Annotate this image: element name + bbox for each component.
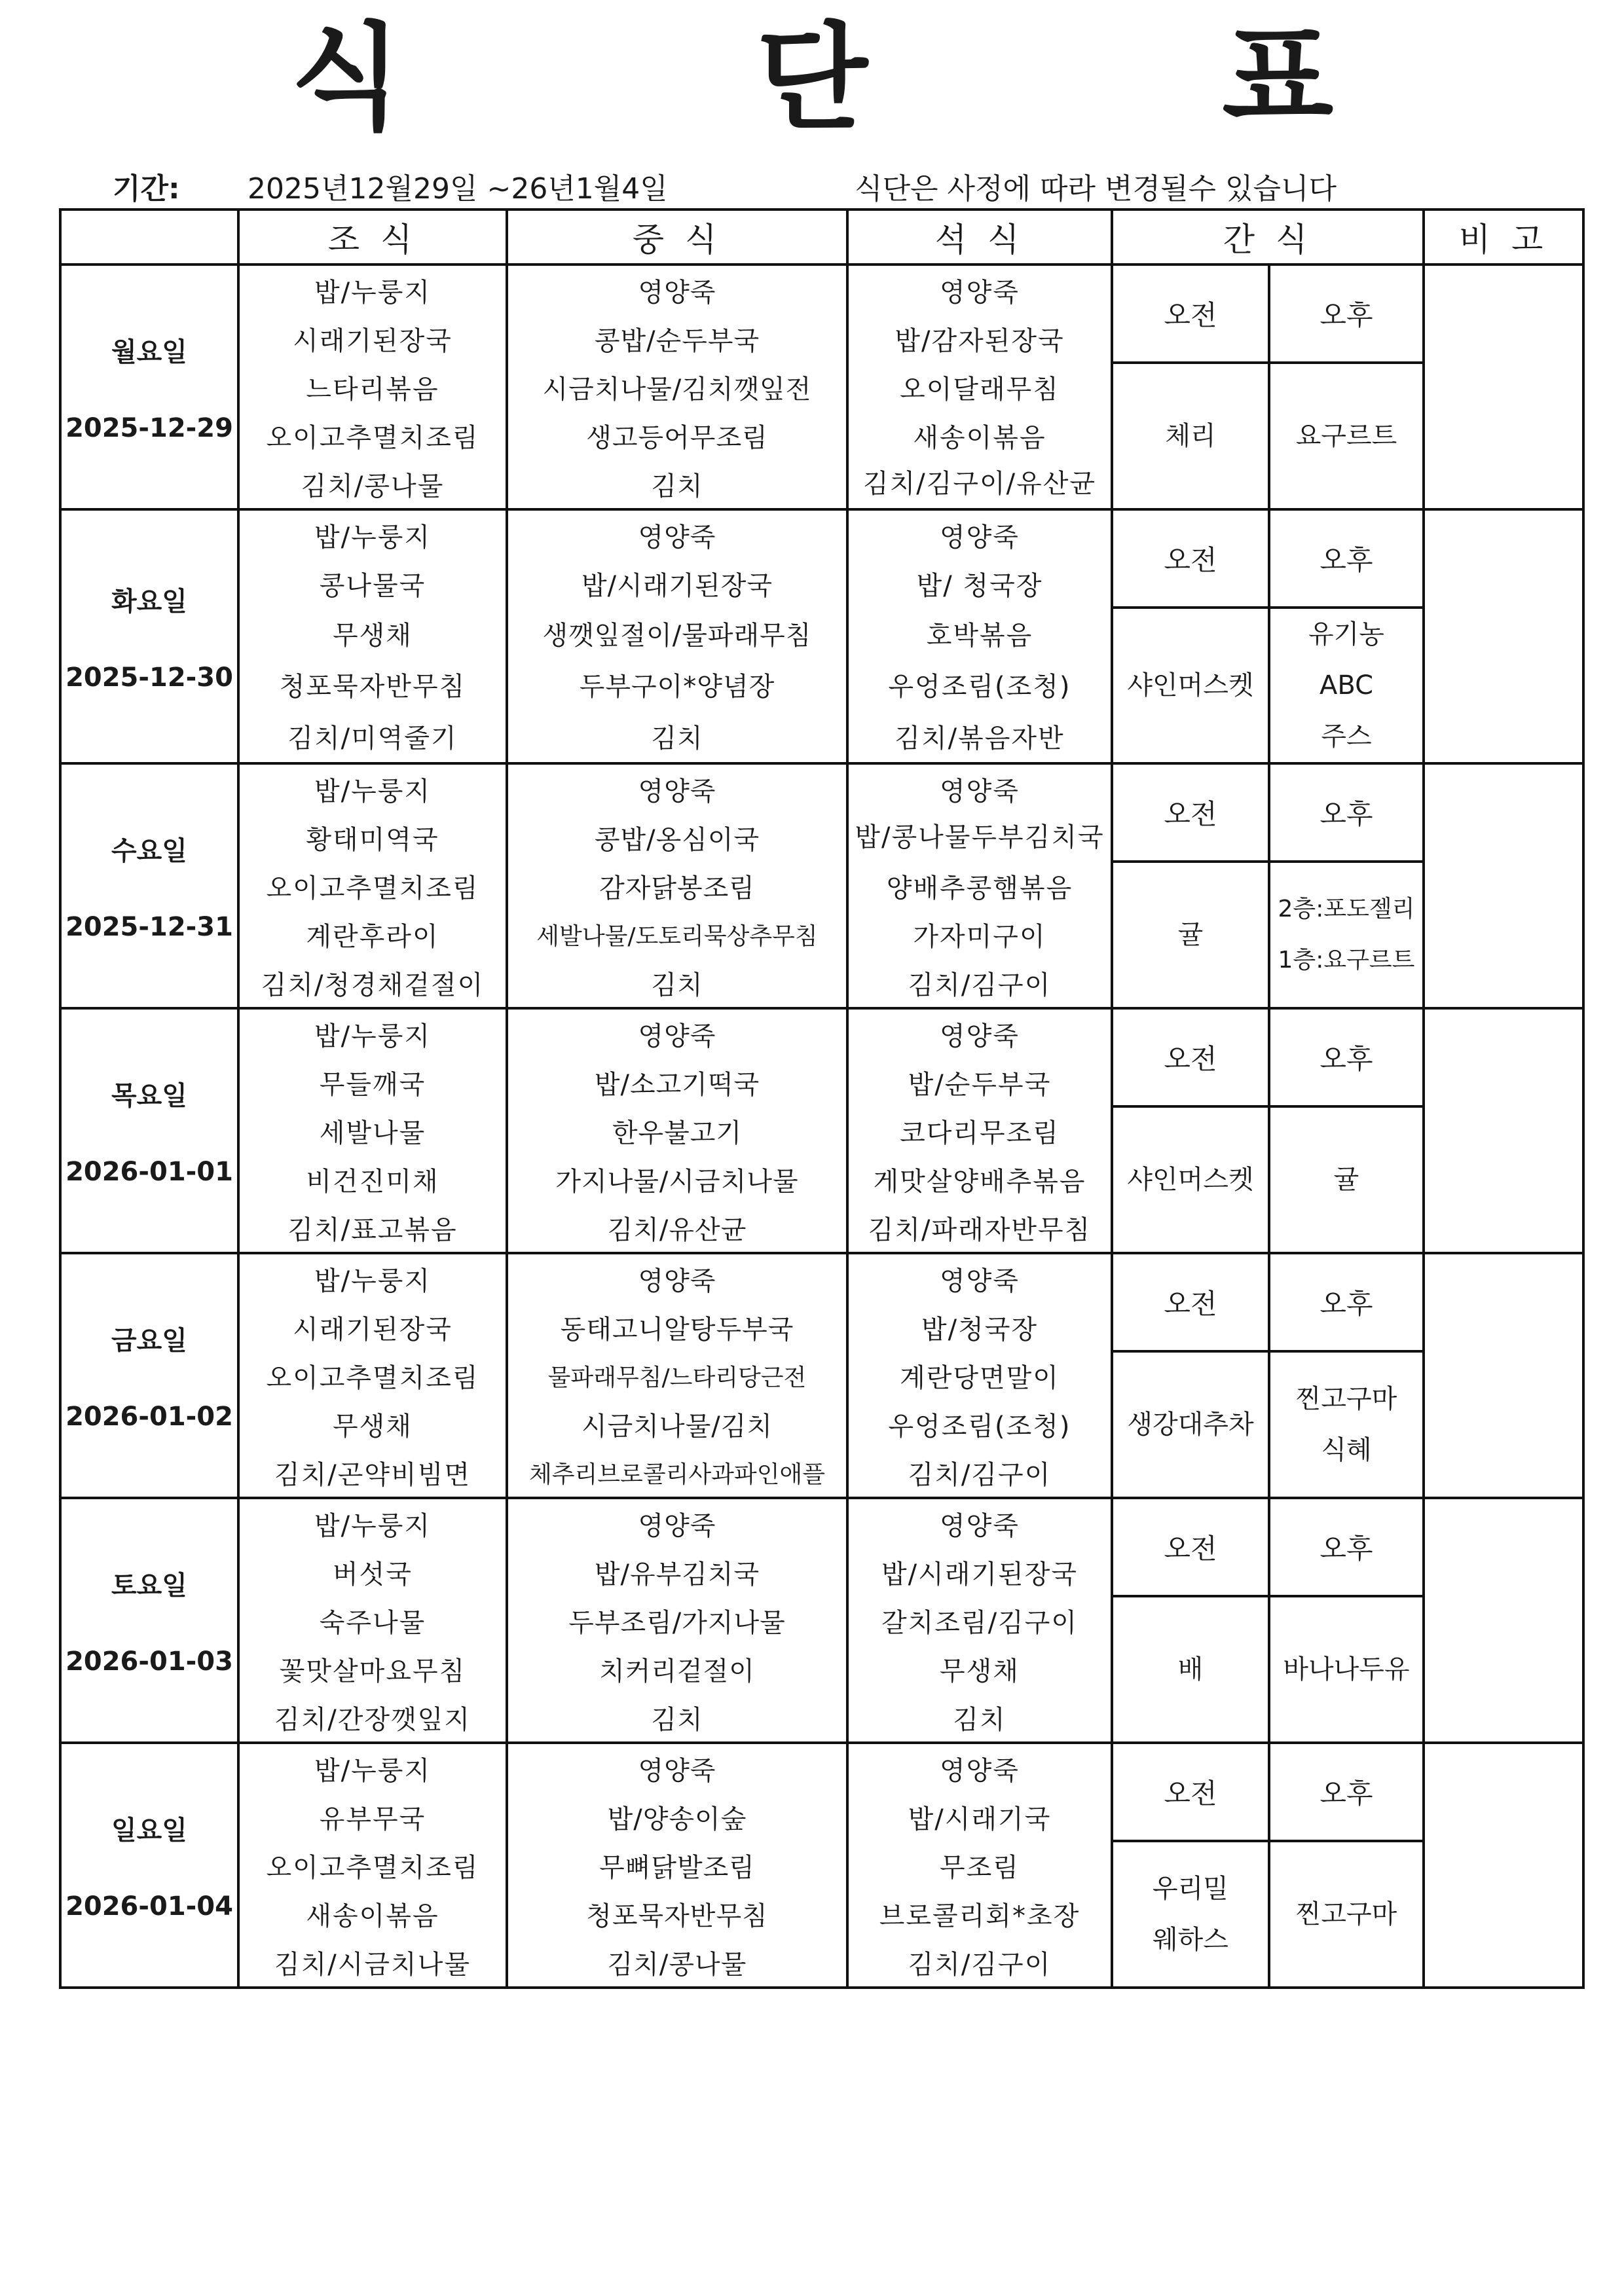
lunch-dish: 김치/콩나물 (507, 1938, 847, 1988)
lunch-dish: 밥/양송이숲 (507, 1793, 847, 1841)
day-name: 토요일 (111, 1570, 187, 1601)
lunch-dish: 밥/소고기떡국 (507, 1058, 847, 1106)
snack-am-item: 생강대추차 (1112, 1351, 1269, 1498)
lunch-dish: 물파래무침/느타리당근전 (507, 1351, 847, 1400)
breakfast-dish: 시래기된장국 (238, 314, 507, 363)
snack-pm-line: 2층:포도젤리 (1278, 896, 1415, 922)
snack-am-item: 체리 (1112, 363, 1269, 509)
snack-pm-line: 찐고구마 (1295, 1384, 1397, 1414)
menu-row (60, 1841, 1583, 1889)
lunch-dish: 가지나물/시금치나물 (507, 1155, 847, 1203)
dinner-dish: 김치/파래자반무침 (847, 1203, 1112, 1253)
snack-pm-line: 유기농 (1308, 619, 1384, 649)
menu-row (60, 1106, 1583, 1155)
lunch-dish: 콩밥/옹심이국 (507, 813, 847, 862)
day-cell (60, 1498, 238, 1743)
snack-am-label: 오전 (1112, 509, 1269, 608)
note-cell (1424, 763, 1583, 1008)
lunch-dish: 생깻잎절이/물파래무침 (507, 608, 847, 659)
empty-header (60, 210, 238, 264)
header-dinner: 석 식 (847, 210, 1112, 264)
day-date: 2025-12-30 (65, 662, 233, 693)
breakfast-dish: 새송이볶음 (238, 1889, 507, 1938)
breakfast-dish: 청포묵자반무침 (238, 659, 507, 711)
snack-am-label: 오전 (1112, 763, 1269, 862)
snack-pm-item: 바나나두유 (1269, 1596, 1424, 1743)
menu-row (60, 1498, 1583, 1548)
breakfast-dish: 김치/표고볶음 (238, 1203, 507, 1253)
breakfast-dish: 김치/간장깻잎지 (238, 1693, 507, 1743)
snack-am-line: 우리밀 (1153, 1874, 1228, 1904)
day-cell (60, 1008, 238, 1253)
dinner-dish: 영양죽 (847, 264, 1112, 314)
snack-am-label: 오전 (1112, 1743, 1269, 1841)
snack-pm-label: 오후 (1269, 1253, 1424, 1351)
lunch-dish: 영양죽 (507, 1008, 847, 1058)
dinner-dish: 밥/콩나물두부김치국 (847, 813, 1112, 862)
breakfast-dish: 김치/곤약비빔면 (238, 1448, 507, 1498)
header-lunch: 중 식 (507, 210, 847, 264)
dinner-dish: 무생채 (847, 1645, 1112, 1693)
note-cell (1424, 264, 1583, 509)
lunch-dish: 시금치나물/김치깻잎전 (507, 363, 847, 411)
lunch-dish: 영양죽 (507, 264, 847, 314)
snack-pm-item: 귤 (1269, 1106, 1424, 1253)
dinner-dish: 김치/김구이 (847, 1448, 1112, 1498)
menu-table (59, 208, 1585, 1989)
day-date: 2026-01-02 (65, 1401, 233, 1432)
header-note: 비 고 (1424, 210, 1583, 264)
header-row (60, 210, 1583, 264)
snack-pm-line: 식혜 (1321, 1435, 1372, 1465)
lunch-dish: 김치 (507, 958, 847, 1008)
day-name: 수요일 (111, 835, 187, 866)
day-name: 화요일 (111, 586, 187, 617)
dinner-dish: 새송이볶음 (847, 411, 1112, 460)
dinner-dish: 우엉조림(조청) (847, 659, 1112, 711)
snack-am-item: 샤인머스켓 (1112, 1106, 1269, 1253)
lunch-dish: 김치 (507, 460, 847, 509)
snack-am-label: 오전 (1112, 1008, 1269, 1106)
dinner-dish: 밥/감자된장국 (847, 314, 1112, 363)
dinner-dish: 브로콜리회*초장 (847, 1889, 1112, 1938)
breakfast-dish: 밥/누룽지 (238, 264, 507, 314)
breakfast-dish: 숙주나물 (238, 1596, 507, 1645)
snack-pm-item (1269, 608, 1424, 763)
day-date: 2026-01-04 (65, 1891, 233, 1922)
snack-am-label: 오전 (1112, 264, 1269, 363)
lunch-dish: 두부구이*양념장 (507, 659, 847, 711)
snack-pm-item (1269, 862, 1424, 1008)
note-cell (1424, 1498, 1583, 1743)
breakfast-dish: 밥/누룽지 (238, 1008, 507, 1058)
lunch-dish: 세발나물/도토리묵상추무침 (507, 910, 847, 958)
snack-am-label: 오전 (1112, 1253, 1269, 1351)
dinner-dish: 계란당면말이 (847, 1351, 1112, 1400)
snack-am-label: 오전 (1112, 1498, 1269, 1596)
breakfast-dish: 황태미역국 (238, 813, 507, 862)
day-name: 목요일 (111, 1080, 187, 1111)
day-cell (60, 509, 238, 763)
lunch-dish: 치커리겉절이 (507, 1645, 847, 1693)
breakfast-dish: 김치/시금치나물 (238, 1938, 507, 1988)
breakfast-dish: 세발나물 (238, 1106, 507, 1155)
day-name: 금요일 (111, 1325, 187, 1356)
lunch-dish: 생고등어무조림 (507, 411, 847, 460)
breakfast-dish: 버섯국 (238, 1548, 507, 1596)
snack-pm-item: 찐고구마 (1269, 1841, 1424, 1988)
lunch-dish: 밥/유부김치국 (507, 1548, 847, 1596)
breakfast-dish: 김치/미역줄기 (238, 710, 507, 763)
note-cell (1424, 1743, 1583, 1988)
lunch-dish: 두부조림/가지나물 (507, 1596, 847, 1645)
note-cell (1424, 1008, 1583, 1253)
dinner-dish: 김치/김구이/유산균 (847, 460, 1112, 509)
breakfast-dish: 밥/누룽지 (238, 763, 507, 813)
lunch-dish: 콩밥/순두부국 (507, 314, 847, 363)
snack-pm-line: 주스 (1321, 721, 1372, 752)
dinner-dish: 김치/볶음자반 (847, 710, 1112, 763)
dinner-dish: 가자미구이 (847, 910, 1112, 958)
snack-pm-label: 오후 (1269, 1743, 1424, 1841)
dinner-dish: 코다리무조림 (847, 1106, 1112, 1155)
day-date: 2026-01-03 (65, 1646, 233, 1677)
breakfast-dish: 무생채 (238, 608, 507, 659)
menu-row (60, 1253, 1583, 1303)
day-name: 월요일 (111, 337, 187, 367)
menu-row (60, 608, 1583, 659)
breakfast-dish: 김치/청경채겉절이 (238, 958, 507, 1008)
lunch-dish: 영양죽 (507, 763, 847, 813)
lunch-dish: 무뼈닭발조림 (507, 1841, 847, 1889)
breakfast-dish: 비건진미채 (238, 1155, 507, 1203)
snack-pm-line: ABC (1319, 670, 1374, 701)
menu-row (60, 1351, 1583, 1400)
menu-row (60, 363, 1583, 411)
breakfast-dish: 밥/누룽지 (238, 1498, 507, 1548)
day-cell (60, 763, 238, 1008)
snack-am-item: 귤 (1112, 862, 1269, 1008)
dinner-dish: 갈치조림/김구이 (847, 1596, 1112, 1645)
day-date: 2026-01-01 (65, 1156, 233, 1187)
snack-am-item: 배 (1112, 1596, 1269, 1743)
dinner-dish: 밥/청국장 (847, 1303, 1112, 1351)
menu-row (60, 763, 1583, 813)
lunch-dish: 영양죽 (507, 509, 847, 559)
lunch-dish: 김치 (507, 710, 847, 763)
lunch-dish: 감자닭봉조림 (507, 862, 847, 910)
breakfast-dish: 느타리볶음 (238, 363, 507, 411)
period-label: 기간: (113, 172, 180, 206)
snack-am-item: 샤인머스켓 (1112, 608, 1269, 763)
menu-body (60, 264, 1583, 1988)
breakfast-dish: 밥/누룽지 (238, 1253, 507, 1303)
breakfast-dish: 콩나물국 (238, 559, 507, 608)
breakfast-dish: 오이고추멸치조림 (238, 862, 507, 910)
dinner-dish: 게맛살양배추볶음 (847, 1155, 1112, 1203)
breakfast-dish: 계란후라이 (238, 910, 507, 958)
dinner-dish: 양배추콩햄볶음 (847, 862, 1112, 910)
snack-pm-item: 요구르트 (1269, 363, 1424, 509)
lunch-dish: 영양죽 (507, 1498, 847, 1548)
dinner-dish: 밥/ 청국장 (847, 559, 1112, 608)
snack-am-line: 웨하스 (1153, 1925, 1228, 1955)
dinner-dish: 영양죽 (847, 1008, 1112, 1058)
snack-am-item (1112, 1841, 1269, 1988)
lunch-dish: 한우불고기 (507, 1106, 847, 1155)
lunch-dish: 김치/유산균 (507, 1203, 847, 1253)
lunch-dish: 밥/시래기된장국 (507, 559, 847, 608)
dinner-dish: 영양죽 (847, 1498, 1112, 1548)
header-breakfast: 조 식 (238, 210, 507, 264)
day-cell (60, 1253, 238, 1498)
menu-row (60, 509, 1583, 559)
dinner-dish: 무조림 (847, 1841, 1112, 1889)
day-name: 일요일 (111, 1815, 187, 1846)
dinner-dish: 영양죽 (847, 763, 1112, 813)
page-title: 식 단 표 (290, 11, 1491, 145)
day-date: 2025-12-31 (65, 911, 233, 942)
menu-row (60, 862, 1583, 910)
snack-pm-label: 오후 (1269, 763, 1424, 862)
breakfast-dish: 오이고추멸치조림 (238, 1841, 507, 1889)
day-date: 2025-12-29 (65, 412, 233, 443)
snack-pm-label: 오후 (1269, 1498, 1424, 1596)
breakfast-dish: 밥/누룽지 (238, 1743, 507, 1793)
lunch-dish: 김치 (507, 1693, 847, 1743)
snack-pm-label: 오후 (1269, 264, 1424, 363)
menu-row (60, 1743, 1583, 1793)
header-snack: 간 식 (1112, 210, 1424, 264)
lunch-dish: 영양죽 (507, 1253, 847, 1303)
lunch-dish: 체추리브로콜리사과파인애플 (507, 1448, 847, 1498)
change-notice: 식단은 사정에 따라 변경될수 있습니다 (855, 172, 1337, 206)
breakfast-dish: 오이고추멸치조림 (238, 411, 507, 460)
dinner-dish: 오이달래무침 (847, 363, 1112, 411)
dinner-dish: 호박볶음 (847, 608, 1112, 659)
breakfast-dish: 유부무국 (238, 1793, 507, 1841)
breakfast-dish: 무생채 (238, 1400, 507, 1448)
note-cell (1424, 1253, 1583, 1498)
snack-pm-line: 1층:요구르트 (1278, 947, 1415, 974)
menu-row (60, 264, 1583, 314)
dinner-dish: 우엉조림(조청) (847, 1400, 1112, 1448)
lunch-dish: 영양죽 (507, 1743, 847, 1793)
breakfast-dish: 김치/콩나물 (238, 460, 507, 509)
menu-row (60, 1008, 1583, 1058)
dinner-dish: 김치 (847, 1693, 1112, 1743)
lunch-dish: 청포묵자반무침 (507, 1889, 847, 1938)
dinner-dish: 영양죽 (847, 509, 1112, 559)
breakfast-dish: 밥/누룽지 (238, 509, 507, 559)
menu-row (60, 1596, 1583, 1645)
day-cell (60, 264, 238, 509)
dinner-dish: 밥/순두부국 (847, 1058, 1112, 1106)
lunch-dish: 동태고니알탕두부국 (507, 1303, 847, 1351)
breakfast-dish: 무들깨국 (238, 1058, 507, 1106)
breakfast-dish: 꽃맛살마요무침 (238, 1645, 507, 1693)
lunch-dish: 시금치나물/김치 (507, 1400, 847, 1448)
dinner-dish: 김치/김구이 (847, 958, 1112, 1008)
period-value: 2025년12월29일 ~26년1월4일 (248, 172, 668, 206)
day-cell (60, 1743, 238, 1988)
dinner-dish: 밥/시래기국 (847, 1793, 1112, 1841)
note-cell (1424, 509, 1583, 763)
snack-pm-item (1269, 1351, 1424, 1498)
breakfast-dish: 오이고추멸치조림 (238, 1351, 507, 1400)
dinner-dish: 밥/시래기된장국 (847, 1548, 1112, 1596)
snack-pm-label: 오후 (1269, 509, 1424, 608)
dinner-dish: 영양죽 (847, 1253, 1112, 1303)
snack-pm-label: 오후 (1269, 1008, 1424, 1106)
dinner-dish: 영양죽 (847, 1743, 1112, 1793)
dinner-dish: 김치/김구이 (847, 1938, 1112, 1988)
breakfast-dish: 시래기된장국 (238, 1303, 507, 1351)
